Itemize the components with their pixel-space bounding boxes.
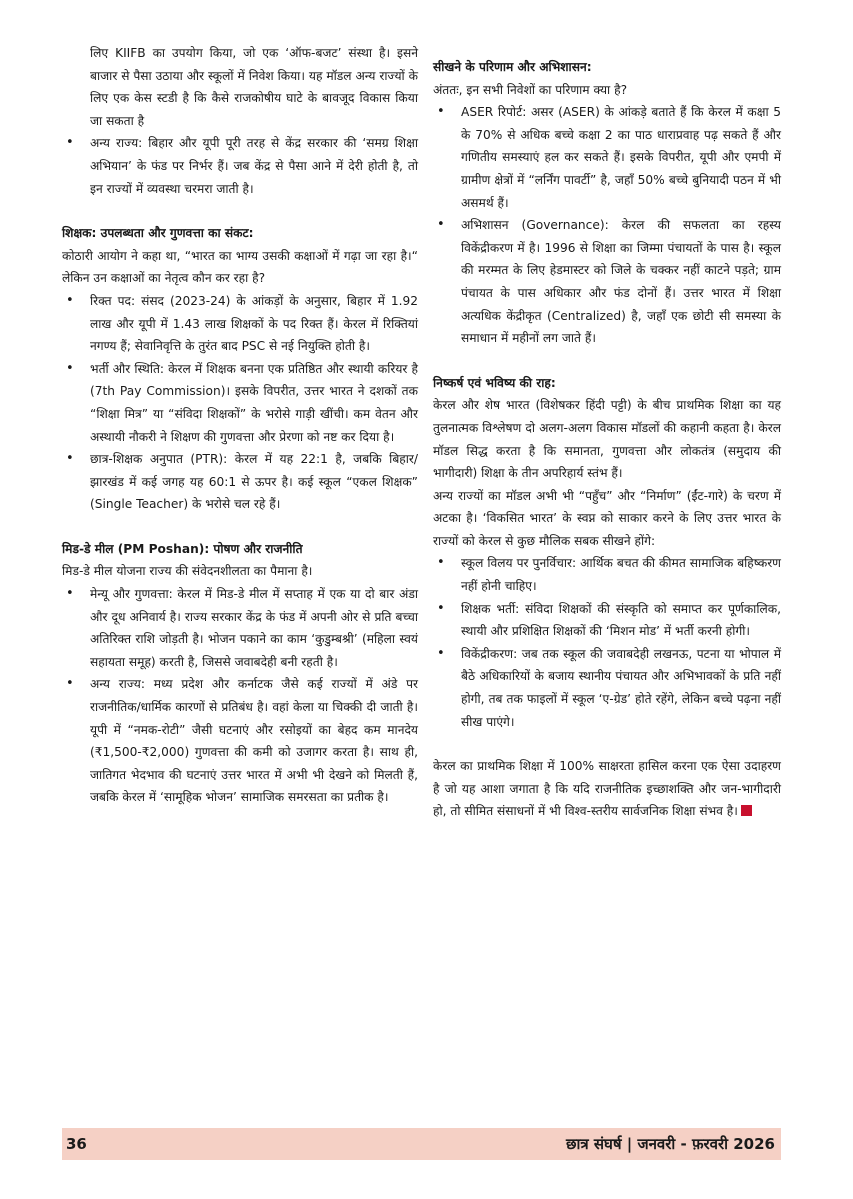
list-item: • शिक्षक भर्ती: संविदा शिक्षकों की संस्कृति को समाप्त कर पूर्णकालिक, स्थायी और प्रशिक्षित शिक्षकों की ‘मिशन मोड’ में भर्ती करनी होगी।	[433, 598, 781, 643]
teachers-heading: शिक्षक: उपलब्धता और गुणवत्ता का संकट:	[62, 226, 254, 241]
list-item: • स्कूल विलय पर पुनर्विचार: आर्थिक बचत की कीमत सामाजिक बहिष्करण नहीं होनी चाहिए।	[433, 552, 781, 597]
teachers-bullet-list	[62, 290, 418, 516]
closing-text: केरल का प्राथमिक शिक्षा में 100% साक्षरता हासिल करना एक ऐसा उदाहरण है जो यह आशा जगाता है कि यदि राजनीतिक इच्छाशक्ति और जन-भागीदारी हो, तो सीमित संसाधनों में भी विश्व-स्तरीय सार्वजनिक शिक्षा संभव है।	[433, 759, 781, 819]
end-mark-icon	[741, 805, 752, 816]
footer-band	[62, 1128, 781, 1160]
left-column	[62, 42, 418, 809]
midday-bullet-list	[62, 583, 418, 809]
outcomes-intro: अंततः, इन सभी निवेशों का परिणाम क्या है?	[433, 82, 628, 97]
list-item: • अन्य राज्य: बिहार और यूपी पूरी तरह से केंद्र सरकार की ‘समग्र शिक्षा अभियान’ के फंड पर निर्भर हैं। जब केंद्र से पैसा आने में देरी होती है, तो इन राज्यों में व्यवस्था चरमरा जाती है।	[62, 132, 418, 200]
list-item: • विकेंद्रीकरण: जब तक स्कूल की जवाबदेही लखनऊ, पटना या भोपाल में बैठे अधिकारियों के बजाय स्थानीय पंचायत और अभिभावकों के प्रति नहीं होगी, तब तक फाइलों में स्कूल ‘ए-ग्रेड’ होते रहेंगे, लेकिन बच्चे पढ़ना नहीं सीख पाएंगे।	[433, 643, 781, 733]
outcomes-heading: सीखने के परिणाम और अभिशासन:	[433, 60, 592, 74]
midday-heading: मिड-डे मील (PM Poshan): पोषण और राजनीति	[62, 541, 303, 556]
list-item: • भर्ती और स्थिति: केरल में शिक्षक बनना एक प्रतिष्ठित और स्थायी करियर है (7th Pay Commission)। इसके विपरीत, उत्तर भारत ने दशकों तक “शिक्षा मित्र” या “संविदा शिक्षकों” के भरोसे गाड़ी खींची। कम वेतन और अस्थायी नौकरी ने शिक्षण की गुणवत्ता और प्रेरणा को नष्ट कर दिया है।	[62, 358, 418, 448]
intro-bullet-list	[62, 132, 418, 200]
page-number: 36	[66, 1135, 87, 1153]
closing-paragraph	[433, 755, 781, 823]
list-item: • छात्र-शिक्षक अनुपात (PTR): केरल में यह 22:1 है, जबकि बिहार/झारखंड में कई जगह यह 60:1 से ऊपर है। कई स्कूल “एकल शिक्षक” (Single Teacher) के भरोसे चल रहे हैं।	[62, 448, 418, 516]
list-item: • मेन्यू और गुणवत्ता: केरल में मिड-डे मील में सप्ताह में एक या दो बार अंडा और दूध अनिवार्य है। राज्य सरकार केंद्र के फंड में अपनी ओर से प्रति बच्चा अतिरिक्त राशि जोड़ती है। भोजन पकाने का काम ‘कुडुम्बश्री’ (महिला स्वयं सहायता समूह) करती है, जिससे जवाबदेही बनी रहती है।	[62, 583, 418, 673]
list-item: • अन्य राज्य: मध्य प्रदेश और कर्नाटक जैसे कई राज्यों में अंडे पर राजनीतिक/धार्मिक कारणों से प्रतिबंध है। वहां केला या चिक्की दी जाती है। यूपी में “नमक-रोटी” जैसी घटनाएं और रसोइयों का बेहद कम मानदेय (₹1,500-₹2,000) गुणवत्ता की कमी को उजागर करता है। साथ ही, जातिगत भेदभाव की घटनाएं उत्तर भारत में अभी भी देखने को मिलती हैं, जबकि केरल में ‘सामूहिक भोजन’ सामाजिक समरसता का प्रतीक है।	[62, 673, 418, 809]
magazine-title: छात्र संघर्ष | जनवरी - फ़रवरी 2026	[565, 1135, 775, 1153]
right-column	[433, 42, 781, 823]
list-item: • रिक्त पद: संसद (2023-24) के आंकड़ों के अनुसार, बिहार में 1.92 लाख और यूपी में 1.43 लाख शिक्षकों के पद रिक्त हैं। केरल में रिक्तियां नगण्य हैं; सेवानिवृत्ति के तुरंत बाद PSC से नई नियुक्ति होती है।	[62, 290, 418, 358]
list-item: • अभिशासन (Governance): केरल की सफलता का रहस्य विकेंद्रीकरण में है। 1996 से शिक्षा का जिम्मा पंचायतों के पास है। स्कूल की मरम्मत के लिए हेडमास्टर को जिले के चक्कर नहीं काटने पड़ते; ग्राम पंचायत के पास अधिकार और फंड दोनों हैं। उत्तर भारत में शिक्षा अत्यधिक केंद्रीकृत (Centralized) है, जहाँ एक छोटी सी समस्या के समाधान में महीनों लग जाते हैं।	[433, 214, 781, 350]
outcomes-bullet-list	[433, 101, 781, 350]
conclusion-para-2: अन्य राज्यों का मॉडल अभी भी “पहुँच” और “निर्माण” (ईंट-गारे) के चरण में अटका है। ‘विकसित भारत’ के स्वप्न को साकार करने के लिए उत्तर भारत के राज्यों को केरल से कुछ मौलिक सबक सीखने होंगे:	[433, 488, 781, 548]
conclusion-heading: निष्कर्ष एवं भविष्य की राह:	[433, 375, 556, 390]
conclusion-para-1: केरल और शेष भारत (विशेषकर हिंदी पट्टी) के बीच प्राथमिक शिक्षा का यह तुलनात्मक विश्लेषण दो अलग-अलग विकास मॉडलों की कहानी कहता है। केरल मॉडल सिद्ध करता है कि समानता, गुणवत्ता और लोकतंत्र (समुदाय की भागीदारी) शिक्षा के तीन अपरिहार्य स्तंभ हैं।	[433, 398, 781, 481]
teachers-intro: कोठारी आयोग ने कहा था, “भारत का भाग्य उसकी कक्षाओं में गढ़ा जा रहा है।“ लेकिन उन कक्षाओं का नेतृत्व कौन कर रहा है?	[62, 248, 418, 286]
list-item: • ASER रिपोर्ट: असर (ASER) के आंकड़े बताते हैं कि केरल में कक्षा 5 के 70% से अधिक बच्चे कक्षा 2 का पाठ धाराप्रवाह पढ़ सकते हैं और गणितीय समस्याएं हल कर सकते हैं। इसके विपरीत, यूपी और एमपी में ग्रामीण क्षेत्रों में “लर्निंग पावर्टी” है, जहाँ 50% बच्चे बुनियादी पठन में भी असमर्थ हैं।	[433, 101, 781, 214]
midday-intro: मिड-डे मील योजना राज्य की संवेदनशीलता का पैमाना है।	[62, 564, 313, 579]
intro-continuation: लिए KIIFB का उपयोग किया, जो एक ‘ऑफ-बजट’ संस्था है। इसने बाजार से पैसा उठाया और स्कूलों में निवेश किया। यह मॉडल अन्य राज्यों के लिए एक केस स्टडी है कि कैसे राजकोषीय घाटे के बावजूद विकास किया जा सकता है	[90, 46, 418, 128]
conclusion-bullet-list	[433, 552, 781, 733]
